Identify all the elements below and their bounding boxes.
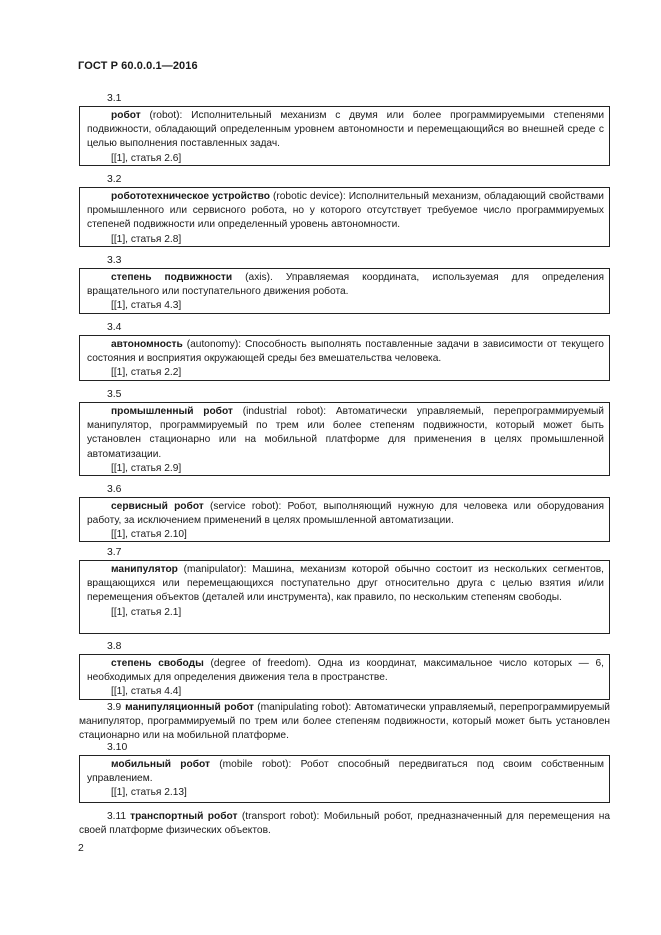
term-english: (industrial robot): xyxy=(232,406,336,417)
definition-text: Робот, выполняющий нужную для человека или оборудования работу, за исключением применений в целях промышленной автоматизации. xyxy=(87,501,604,527)
entry-number: 3.2 xyxy=(107,174,122,185)
term-english: (axis). xyxy=(232,272,286,283)
plain-definition xyxy=(79,701,610,744)
plain-definition xyxy=(79,810,610,838)
term: робототехническое устройство xyxy=(111,191,270,202)
reference: [[1], статья 2.2] xyxy=(111,367,182,379)
definition-box xyxy=(79,402,610,476)
reference: [[1], статья 2.10] xyxy=(111,529,187,541)
reference: [[1], статья 2.9] xyxy=(111,462,182,474)
definition-box xyxy=(79,755,610,803)
term-english: (mobile robot): xyxy=(210,759,301,770)
term-english: (autonomy): xyxy=(182,339,246,350)
definition-text: Способность выполнять поставленные задачи в зависимости от текущего состояния и восприятия окружающей среды без вмешательства человека. xyxy=(87,339,604,365)
definition-box xyxy=(79,560,610,634)
definition-text: Машина, механизм которой обычно состоит из нескольких сегментов, вращающихся или перемещающихся поступательно друг относительно друга с целью взятия и/или перемещения объектов (деталей или инструмента), как правило, по нескольким степеням свободы. xyxy=(87,564,604,604)
reference: [[1], статья 4.4] xyxy=(111,686,182,698)
term: мобильный робот xyxy=(111,759,210,770)
definition-text: Одна из координат, максимальное число которых — 6, необходимых для определения движения тела в пространстве. xyxy=(87,658,605,684)
definition-text: Автоматически управляемый, перепрограммируемый манипулятор, программируемый по трем или более степеням подвижности, который может быть установлен стационарно или на мобильной платформе для применения в целях промышленной автоматизации. xyxy=(87,406,605,460)
entry-number: 3.7 xyxy=(107,547,122,558)
entry-number: 3.9 xyxy=(107,702,122,713)
definition-text: Исполнительный механизм с двумя или более программируемыми степенями подвижности, обладающий определенным уровнем автономности и перемещающийся во внешней среде с целью выполнения поставленных задач. xyxy=(87,110,605,150)
reference: [[1], статья 4.3] xyxy=(111,300,182,312)
term-english: (service robot): xyxy=(203,501,288,512)
definition-box xyxy=(79,497,610,542)
reference: [[1], статья 2.6] xyxy=(111,152,182,164)
term-english: (robotic device): xyxy=(269,191,349,202)
term-english: (degree of freedom). xyxy=(203,658,318,669)
definition-box xyxy=(79,268,610,314)
term-english: (manipulating robot): xyxy=(253,702,355,713)
reference: [[1], статья 2.1] xyxy=(111,606,182,618)
term: транспортный робот xyxy=(130,811,238,822)
entry-number: 3.5 xyxy=(107,389,122,400)
definition-text: Управляемая координата, используемая для определения вращательного или поступательного движения робота. xyxy=(87,272,604,298)
document-header: ГОСТ Р 60.0.0.1—2016 xyxy=(78,60,198,72)
definition-box xyxy=(79,187,610,247)
entry-number: 3.6 xyxy=(107,484,122,495)
entry-number: 3.11 xyxy=(107,811,127,822)
term: автономность xyxy=(111,339,183,350)
definition-box xyxy=(79,106,610,166)
page-number: 2 xyxy=(78,843,84,854)
entry-number: 3.1 xyxy=(107,93,122,104)
definition-box xyxy=(79,335,610,381)
term: степень свободы xyxy=(111,658,204,669)
term: промышленный робот xyxy=(111,406,233,417)
entry-number: 3.3 xyxy=(107,255,122,266)
term-english: (manipulator): xyxy=(177,564,253,575)
reference: [[1], статья 2.13] xyxy=(111,787,187,799)
term: степень подвижности xyxy=(111,272,233,283)
definition-text: Робот способный передвигаться под своим собственным управлением. xyxy=(87,759,604,785)
entry-number: 3.4 xyxy=(107,322,122,333)
definition-text: Автоматически управляемый, перепрограммируемый манипулятор, программируемый по трем или более степеням подвижности, который может быть установлен стационарно или на мобильной платформе. xyxy=(79,702,610,742)
reference: [[1], статья 2.8] xyxy=(111,233,182,245)
term: робот xyxy=(111,110,141,121)
term-english: (transport robot): xyxy=(237,811,324,822)
definition-box xyxy=(79,654,610,700)
term: сервисный робот xyxy=(111,501,204,512)
definition-text: Мобильный робот, предназначенный для перемещения на своей платформе физических объектов. xyxy=(79,811,611,837)
term: манипуляционный робот xyxy=(125,702,254,713)
term: манипулятор xyxy=(111,564,178,575)
term-english: (robot): xyxy=(140,110,192,121)
definition-text: Исполнительный механизм, обладающий свойствами промышленного или сервисного робота, но у которого отсутствует требуемое число программируемых степеней подвижности или определенный уровень автономности. xyxy=(87,191,604,231)
entry-number: 3.8 xyxy=(107,641,122,652)
entry-number: 3.10 xyxy=(107,742,128,753)
